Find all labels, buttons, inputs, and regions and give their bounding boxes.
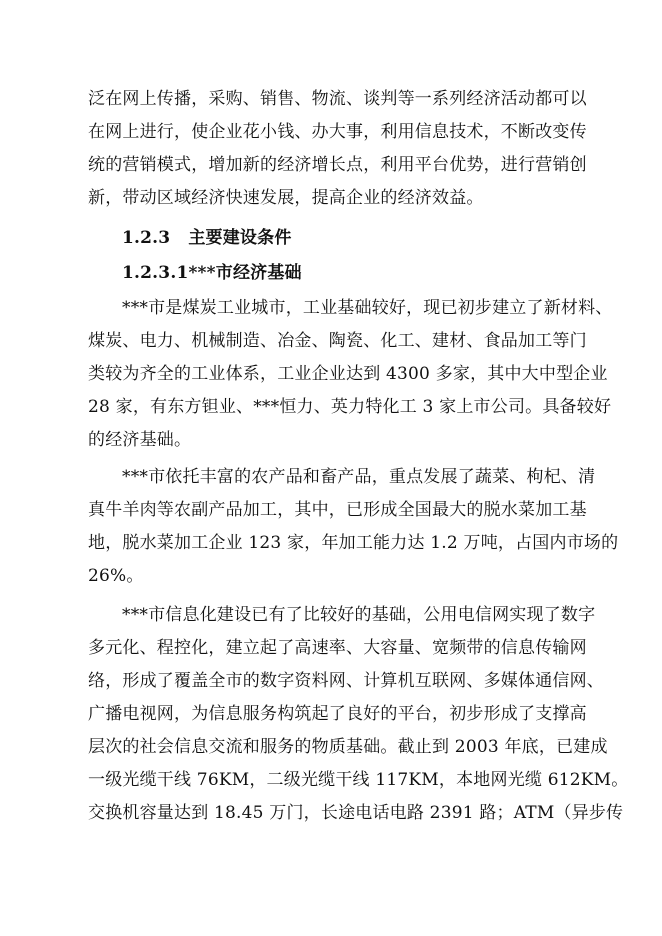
section-number: 1.2.3	[122, 228, 171, 248]
section-title: 主要建设条件	[188, 228, 292, 248]
paragraph-line: 泛在网上传播，采购、销售、物流、谈判等一系列经济活动都可以	[88, 89, 587, 109]
subsection-heading: 1.2.3.1***市经济基础	[122, 263, 302, 283]
paragraph-line: ***市信息化建设已有了比较好的基础，公用电信网实现了数字	[122, 605, 596, 625]
paragraph-line: 26%。	[88, 566, 144, 586]
paragraph-line: ***市是煤炭工业城市，工业基础较好，现已初步建立了新材料、	[122, 298, 613, 318]
paragraph-line: 地，脱水菜加工企业 123 家，年加工能力达 1.2 万吨，占国内市场的	[88, 533, 619, 553]
paragraph-line: 真牛羊肉等农副产品加工，其中，已形成全国最大的脱水菜加工基	[88, 500, 587, 520]
paragraph-line: 多元化、程控化，建立起了高速率、大容量、宽频带的信息传输网	[88, 638, 587, 658]
paragraph-line: 类较为齐全的工业体系，工业企业达到 4300 多家，其中大中型企业	[88, 364, 608, 384]
paragraph-line: 在网上进行，使企业花小钱、办大事，利用信息技术，不断改变传	[88, 122, 587, 142]
paragraph-line: ***市依托丰富的农产品和畜产品，重点发展了蔬菜、枸杞、清	[122, 467, 596, 487]
paragraph-line: 统的营销模式，增加新的经济增长点，利用平台优势，进行营销创	[88, 155, 587, 175]
paragraph-line: 28 家，有东方钽业、***恒力、英力特化工 3 家上市公司。具备较好	[88, 397, 612, 417]
paragraph-line: 新，带动区域经济快速发展，提高企业的经济效益。	[88, 188, 484, 208]
paragraph-line: 的经济基础。	[88, 430, 192, 450]
paragraph-line: 一级光缆干线 76KM，二级光缆干线 117KM，本地网光缆 612KM。	[88, 770, 629, 790]
paragraph-line: 交换机容量达到 18.45 万门，长途电话电路 2391 路；ATM（异步传	[88, 803, 624, 823]
paragraph-line: 广播电视网，为信息服务构筑起了良好的平台，初步形成了支撑高	[88, 704, 587, 724]
paragraph-line: 络，形成了覆盖全市的数字资料网、计算机互联网、多媒体通信网、	[88, 671, 604, 691]
paragraph-line: 煤炭、电力、机械制造、冶金、陶瓷、化工、建材、食品加工等门	[88, 331, 587, 351]
section-heading	[122, 227, 622, 249]
paragraph-line: 层次的社会信息交流和服务的物质基础。截止到 2003 年底，已建成	[88, 737, 608, 757]
